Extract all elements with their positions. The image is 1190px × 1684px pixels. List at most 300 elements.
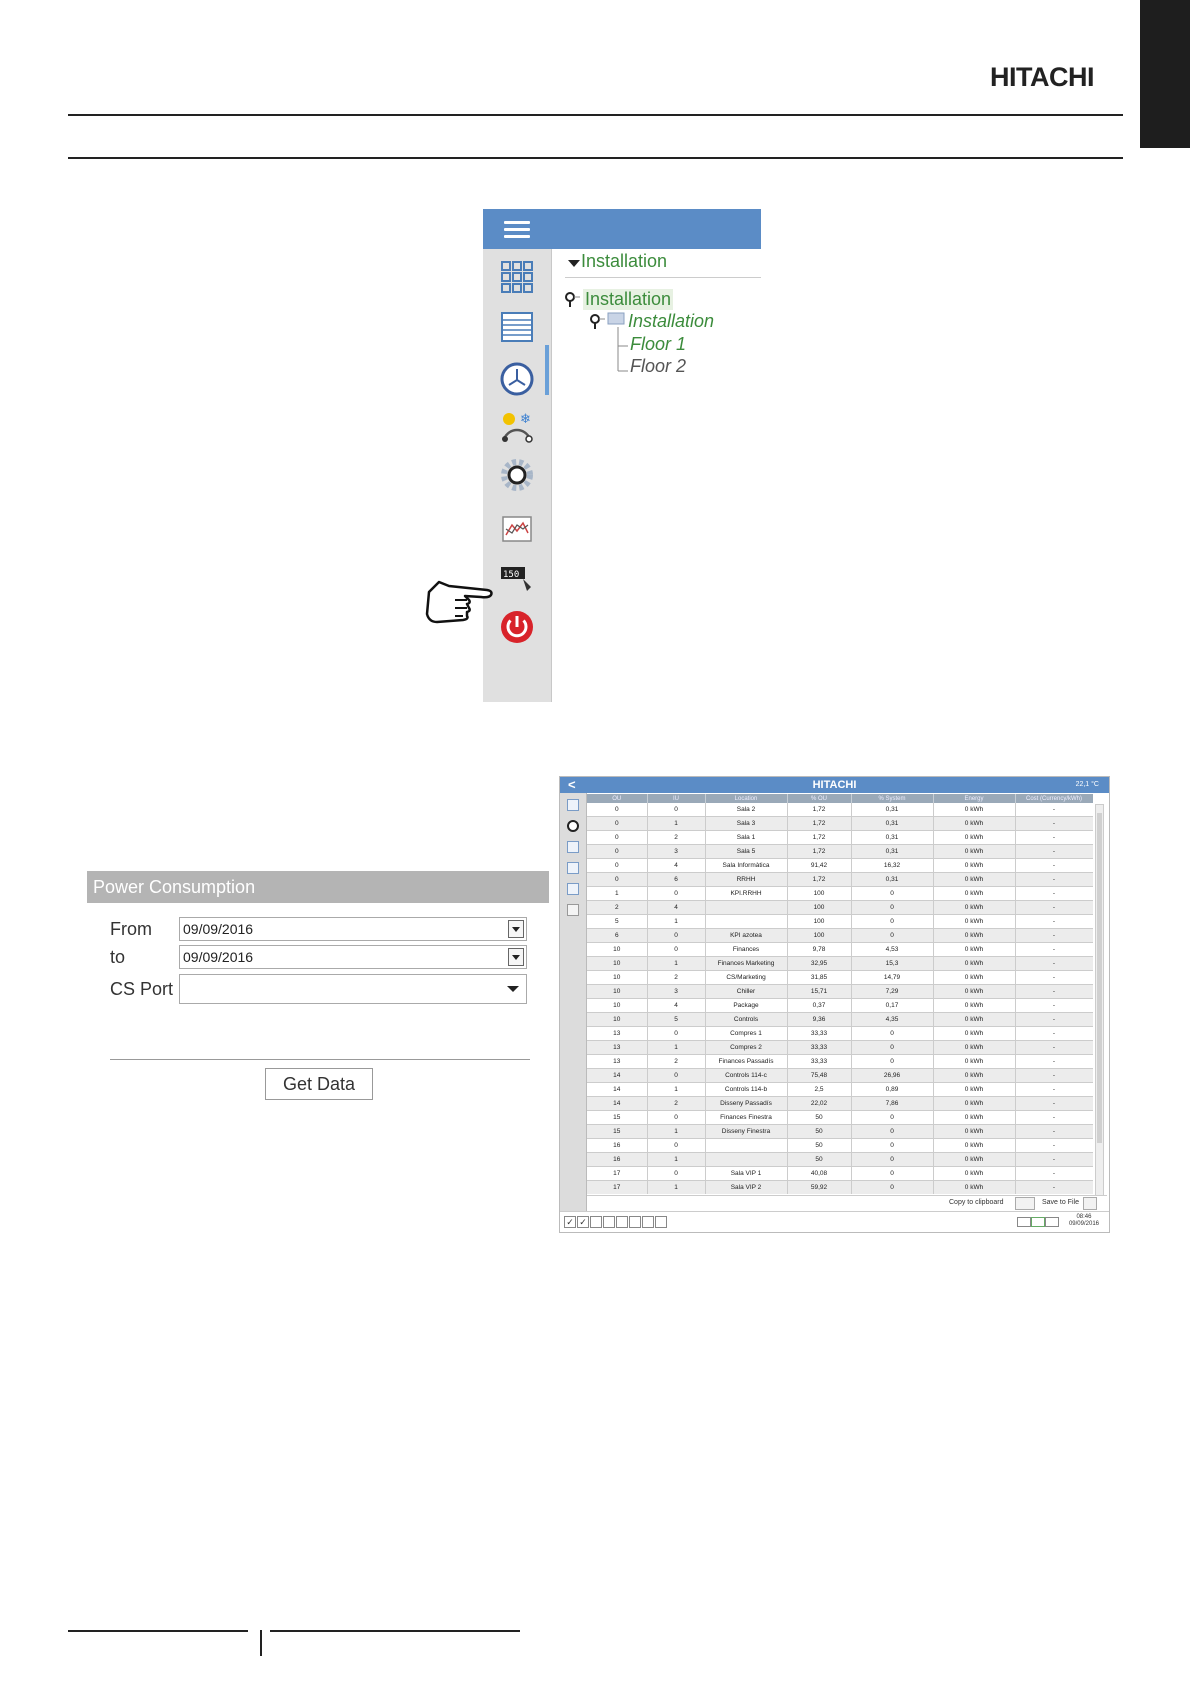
table-cell: 1,72 bbox=[787, 831, 851, 845]
table-cell: - bbox=[1015, 845, 1093, 859]
table-cell: - bbox=[1015, 943, 1093, 957]
table-cell: 0 bbox=[647, 803, 705, 817]
table-cell: 0 bbox=[587, 859, 647, 873]
table-cell: 9,78 bbox=[787, 943, 851, 957]
get-data-button[interactable]: Get Data bbox=[265, 1068, 373, 1100]
table-row[interactable] bbox=[587, 873, 1093, 887]
network-icon[interactable] bbox=[1031, 1217, 1045, 1227]
table-cell: 10 bbox=[587, 957, 647, 971]
table-cell: KPI azotea bbox=[705, 929, 787, 943]
table-cell: 0 kWh bbox=[933, 859, 1015, 873]
copy-to-clipboard-label[interactable]: Copy to clipboard bbox=[949, 1199, 1004, 1206]
table-cell: - bbox=[1015, 985, 1093, 999]
table-cell: 0 kWh bbox=[933, 957, 1015, 971]
table-cell: 26,96 bbox=[851, 1069, 933, 1083]
table-cell: 0 bbox=[647, 1027, 705, 1041]
table-cell: Package bbox=[705, 999, 787, 1013]
table-info-icon[interactable] bbox=[567, 883, 579, 895]
column-header[interactable]: OU bbox=[587, 794, 647, 803]
table-cell: 0 kWh bbox=[933, 1055, 1015, 1069]
table-cell: 14,79 bbox=[851, 971, 933, 985]
table-cell: 4,35 bbox=[851, 1013, 933, 1027]
status-checkbox[interactable] bbox=[616, 1216, 628, 1228]
data-grid bbox=[587, 794, 1093, 1194]
table-row[interactable] bbox=[587, 1041, 1093, 1055]
clock-icon[interactable] bbox=[499, 361, 535, 397]
table-row[interactable] bbox=[587, 1055, 1093, 1069]
table-cell: 5 bbox=[587, 915, 647, 929]
table-row[interactable] bbox=[587, 943, 1093, 957]
table-cell: - bbox=[1015, 817, 1093, 831]
table-cell: Sala 3 bbox=[705, 817, 787, 831]
table-cell bbox=[705, 1139, 787, 1153]
back-button[interactable]: < bbox=[568, 777, 576, 792]
from-dropdown-icon[interactable] bbox=[508, 920, 524, 938]
table-cell: Compres 2 bbox=[705, 1041, 787, 1055]
table-cell: 15,71 bbox=[787, 985, 851, 999]
table-cell: 0 bbox=[851, 1111, 933, 1125]
column-header[interactable]: Location bbox=[705, 794, 787, 803]
table-cell: 0 bbox=[851, 1027, 933, 1041]
power-consumption-form bbox=[87, 871, 549, 1101]
status-clock bbox=[1069, 1214, 1099, 1228]
column-header[interactable]: % OU bbox=[787, 794, 851, 803]
table-row[interactable] bbox=[587, 1153, 1093, 1167]
clipboard-icon[interactable] bbox=[1015, 1197, 1035, 1210]
hamburger-icon[interactable] bbox=[504, 221, 530, 239]
table-cell: - bbox=[1015, 1139, 1093, 1153]
floppy-icon[interactable] bbox=[1083, 1197, 1097, 1210]
table-row[interactable] bbox=[587, 1083, 1093, 1097]
table-cell: 0,31 bbox=[851, 817, 933, 831]
chart-icon[interactable] bbox=[499, 511, 535, 547]
table-cell: 2 bbox=[647, 831, 705, 845]
table-cell: 0 kWh bbox=[933, 999, 1015, 1013]
table-cell: 0 kWh bbox=[933, 1111, 1015, 1125]
table-cell: 1 bbox=[647, 1125, 705, 1139]
table-row[interactable] bbox=[587, 971, 1093, 985]
table-cell: 14 bbox=[587, 1083, 647, 1097]
table-cell: 0 kWh bbox=[933, 985, 1015, 999]
to-dropdown-icon[interactable] bbox=[508, 948, 524, 966]
scrollbar-thumb[interactable] bbox=[1097, 813, 1102, 1143]
save-to-file-label[interactable]: Save to File bbox=[1042, 1199, 1079, 1206]
table-top-bar bbox=[560, 777, 1109, 793]
table-cell: Disseny Passadís bbox=[705, 1097, 787, 1111]
table-cell: 10 bbox=[587, 999, 647, 1013]
table-cell: Controls 114-b bbox=[705, 1083, 787, 1097]
table-cell: Controls bbox=[705, 1013, 787, 1027]
status-checkbox[interactable]: ✓ bbox=[564, 1216, 576, 1228]
status-checkbox[interactable]: ✓ bbox=[577, 1216, 589, 1228]
table-cell: - bbox=[1015, 1013, 1093, 1027]
table-cell: 17 bbox=[587, 1181, 647, 1195]
table-row[interactable] bbox=[587, 803, 1093, 817]
table-cell: 0 bbox=[851, 901, 933, 915]
footer-rule-left bbox=[68, 1630, 248, 1632]
tree-node-floor-1[interactable]: Floor 1 bbox=[630, 334, 687, 354]
table-cell: Sala 1 bbox=[705, 831, 787, 845]
table-cell: 50 bbox=[787, 1111, 851, 1125]
table-cell: 40,08 bbox=[787, 1167, 851, 1181]
table-cell: 0,89 bbox=[851, 1083, 933, 1097]
table-cell: 0,31 bbox=[851, 803, 933, 817]
table-row[interactable] bbox=[587, 859, 1093, 873]
calendar-icon[interactable] bbox=[567, 862, 579, 874]
screen-icon[interactable] bbox=[1045, 1217, 1059, 1227]
to-date-field[interactable] bbox=[179, 945, 527, 969]
table-cell: Sala VIP 2 bbox=[705, 1181, 787, 1195]
table-cell: 91,42 bbox=[787, 859, 851, 873]
table-cell: 75,48 bbox=[787, 1069, 851, 1083]
table-cell: 0 bbox=[647, 1167, 705, 1181]
table-row[interactable] bbox=[587, 845, 1093, 859]
table-cell: 7,86 bbox=[851, 1097, 933, 1111]
power-icon[interactable] bbox=[499, 609, 535, 645]
table-cell: 7,29 bbox=[851, 985, 933, 999]
menu-sidebar bbox=[483, 249, 552, 702]
table-row[interactable] bbox=[587, 1069, 1093, 1083]
table-cell: 2,5 bbox=[787, 1083, 851, 1097]
svg-text:150: 150 bbox=[503, 570, 520, 580]
table-cell: 3 bbox=[647, 985, 705, 999]
table-cell: - bbox=[1015, 1027, 1093, 1041]
header-rule-bottom bbox=[68, 157, 1123, 159]
table-app-title: HITACHI bbox=[812, 779, 857, 791]
table-cell: 0 kWh bbox=[933, 831, 1015, 845]
table-cell: 2 bbox=[587, 901, 647, 915]
table-cell: 17 bbox=[587, 1167, 647, 1181]
table-cell: 1 bbox=[587, 887, 647, 901]
table-cell: 14 bbox=[587, 1069, 647, 1083]
table-cell: 1,72 bbox=[787, 817, 851, 831]
status-checkbox[interactable] bbox=[590, 1216, 602, 1228]
table-cell: 0 kWh bbox=[933, 943, 1015, 957]
table-cell: 0 kWh bbox=[933, 803, 1015, 817]
from-date-field[interactable] bbox=[179, 917, 527, 941]
table-cell: Sala 5 bbox=[705, 845, 787, 859]
table-row[interactable] bbox=[587, 1167, 1093, 1181]
table-cell: 0 kWh bbox=[933, 901, 1015, 915]
table-cell: 0,37 bbox=[787, 999, 851, 1013]
table-cell: 0 kWh bbox=[933, 817, 1015, 831]
table-cell: - bbox=[1015, 859, 1093, 873]
section-tab bbox=[1140, 0, 1190, 148]
table-cell: 13 bbox=[587, 1055, 647, 1069]
table-cell: 0 kWh bbox=[933, 1027, 1015, 1041]
table-cell: 100 bbox=[787, 929, 851, 943]
table-cell: 15 bbox=[587, 1125, 647, 1139]
svg-text:❄: ❄ bbox=[520, 412, 531, 427]
from-label: From bbox=[110, 919, 152, 939]
table-cell bbox=[705, 1153, 787, 1167]
table-cell: - bbox=[1015, 1055, 1093, 1069]
status-checkbox[interactable] bbox=[629, 1216, 641, 1228]
table-cell: 4 bbox=[647, 859, 705, 873]
table-cell: 22,02 bbox=[787, 1097, 851, 1111]
table-cell: - bbox=[1015, 1181, 1093, 1195]
column-header[interactable]: IU bbox=[647, 794, 705, 803]
mail-icon[interactable] bbox=[1017, 1217, 1031, 1227]
table-cell: 10 bbox=[587, 943, 647, 957]
table-cell: 13 bbox=[587, 1027, 647, 1041]
status-icons bbox=[1017, 1217, 1057, 1227]
table-cell: 1 bbox=[647, 1083, 705, 1097]
table-cell: 0 kWh bbox=[933, 915, 1015, 929]
temperature-readout: 22,1 °C bbox=[1075, 781, 1099, 788]
table-cell: 13 bbox=[587, 1041, 647, 1055]
table-cell: 50 bbox=[787, 1153, 851, 1167]
table-row[interactable] bbox=[587, 1097, 1093, 1111]
from-date-value: 09/09/2016 bbox=[183, 921, 254, 937]
chart-icon[interactable] bbox=[567, 904, 579, 916]
table-cell: - bbox=[1015, 1111, 1093, 1125]
table-cell: 0 bbox=[587, 817, 647, 831]
table-row[interactable] bbox=[587, 915, 1093, 929]
table-cell: 14 bbox=[587, 1097, 647, 1111]
table-cell: - bbox=[1015, 1125, 1093, 1139]
status-checkbox[interactable] bbox=[603, 1216, 615, 1228]
table-cell: 100 bbox=[787, 901, 851, 915]
table-cell: 0,17 bbox=[851, 999, 933, 1013]
table-cell: 5 bbox=[647, 1013, 705, 1027]
status-bar bbox=[560, 1211, 1109, 1232]
table-row[interactable] bbox=[587, 1139, 1093, 1153]
table-cell: 1 bbox=[647, 1041, 705, 1055]
table-row[interactable] bbox=[587, 999, 1093, 1013]
table-cell: 0,31 bbox=[851, 845, 933, 859]
table-cell: Finances Passadís bbox=[705, 1055, 787, 1069]
table-cell: 9,36 bbox=[787, 1013, 851, 1027]
table-cell: 0 kWh bbox=[933, 1125, 1015, 1139]
table-header-row bbox=[587, 794, 1093, 803]
table-cell: 100 bbox=[787, 887, 851, 901]
table-cell: RRHH bbox=[705, 873, 787, 887]
table-cell: Disseny Finestra bbox=[705, 1125, 787, 1139]
table-cell: 0 kWh bbox=[933, 1069, 1015, 1083]
table-cell: 15,3 bbox=[851, 957, 933, 971]
table-cell: 6 bbox=[647, 873, 705, 887]
table-row[interactable] bbox=[587, 887, 1093, 901]
table-cell: 2 bbox=[647, 1097, 705, 1111]
table-cell: 50 bbox=[787, 1125, 851, 1139]
table-cell: 0 kWh bbox=[933, 1181, 1015, 1195]
table-cell: Compres 1 bbox=[705, 1027, 787, 1041]
table-row[interactable] bbox=[587, 831, 1093, 845]
table-cell: 0 bbox=[587, 873, 647, 887]
table-cell: 1 bbox=[647, 1153, 705, 1167]
table-cell: 4,53 bbox=[851, 943, 933, 957]
table-row[interactable] bbox=[587, 1181, 1093, 1195]
table-cell: 0 kWh bbox=[933, 1041, 1015, 1055]
weather-icon[interactable] bbox=[499, 409, 535, 445]
table-row[interactable] bbox=[587, 929, 1093, 943]
table-cell: 0 kWh bbox=[933, 873, 1015, 887]
table-cell: 0 bbox=[851, 915, 933, 929]
table-cell: Finances Marketing bbox=[705, 957, 787, 971]
table-cell: 0 bbox=[587, 803, 647, 817]
table-sidebar bbox=[560, 793, 587, 1211]
table-cell bbox=[705, 901, 787, 915]
footer-rule-right bbox=[270, 1630, 520, 1632]
table-row[interactable] bbox=[587, 1111, 1093, 1125]
table-cell: - bbox=[1015, 999, 1093, 1013]
tree-header[interactable] bbox=[565, 251, 761, 278]
table-cell: 16 bbox=[587, 1153, 647, 1167]
table-cell: 1 bbox=[647, 957, 705, 971]
table-cell: Sala 2 bbox=[705, 803, 787, 817]
table-cell: 0 bbox=[851, 1125, 933, 1139]
table-cell: 31,85 bbox=[787, 971, 851, 985]
table-cell: 0,31 bbox=[851, 831, 933, 845]
table-cell: - bbox=[1015, 929, 1093, 943]
table-cell: 0 bbox=[851, 887, 933, 901]
table-cell: 1,72 bbox=[787, 803, 851, 817]
table-cell: - bbox=[1015, 971, 1093, 985]
column-header[interactable]: Cost (Currency/kWh) bbox=[1015, 794, 1093, 803]
table-cell: - bbox=[1015, 1083, 1093, 1097]
clock-time: 08:46 bbox=[1076, 1214, 1092, 1220]
table-body bbox=[587, 803, 1093, 1194]
gear-icon[interactable] bbox=[567, 820, 579, 832]
table-cell: 0 bbox=[851, 929, 933, 943]
table-cell: 3 bbox=[647, 845, 705, 859]
table-cell: 0 bbox=[851, 1041, 933, 1055]
form-divider bbox=[110, 1059, 530, 1060]
table-cell: 33,33 bbox=[787, 1027, 851, 1041]
clock-date: 09/09/2016 bbox=[1068, 1221, 1099, 1227]
chevron-down-icon[interactable] bbox=[507, 986, 519, 992]
table-cell: Controls 114-c bbox=[705, 1069, 787, 1083]
consumption-table-screenshot bbox=[559, 776, 1110, 1233]
table-cell: 59,92 bbox=[787, 1181, 851, 1195]
table-cell: 0 bbox=[851, 1055, 933, 1069]
collapse-triangle-icon[interactable] bbox=[568, 260, 580, 267]
table-cell: 0 bbox=[647, 1111, 705, 1125]
brand-logo: HITACHI bbox=[990, 62, 1094, 92]
table-cell: 0 bbox=[647, 1139, 705, 1153]
form-title-bar bbox=[87, 871, 549, 903]
table-cell: 0 kWh bbox=[933, 1153, 1015, 1167]
table-cell: 1,72 bbox=[787, 873, 851, 887]
gear-icon[interactable] bbox=[499, 457, 535, 493]
table-cell: 10 bbox=[587, 1013, 647, 1027]
table-cell: Finances bbox=[705, 943, 787, 957]
tree-node-root[interactable]: Installation bbox=[585, 289, 672, 309]
pointing-hand-icon bbox=[425, 578, 497, 624]
table-cell: 1 bbox=[647, 817, 705, 831]
tree-header-label: Installation bbox=[581, 251, 668, 271]
table-cell: Finances Finestra bbox=[705, 1111, 787, 1125]
footer-divider bbox=[260, 1630, 262, 1656]
table-row[interactable] bbox=[587, 817, 1093, 831]
table-cell: 0 bbox=[851, 1167, 933, 1181]
table-cell bbox=[705, 915, 787, 929]
table-cell: 0 kWh bbox=[933, 929, 1015, 943]
table-cell: 2 bbox=[647, 1055, 705, 1069]
tree-node-installation[interactable]: Installation bbox=[628, 311, 715, 331]
column-header[interactable]: % System bbox=[851, 794, 933, 803]
table-cell: 0 kWh bbox=[933, 845, 1015, 859]
status-checkbox[interactable] bbox=[642, 1216, 654, 1228]
table-cell: 0 kWh bbox=[933, 887, 1015, 901]
sidebar-scroll-indicator bbox=[545, 345, 549, 395]
menu-screenshot bbox=[483, 209, 761, 702]
table-cell: 0,31 bbox=[851, 873, 933, 887]
table-cell: 0 kWh bbox=[933, 1013, 1015, 1027]
table-cell: Sala Informàtica bbox=[705, 859, 787, 873]
table-cell: 50 bbox=[787, 1139, 851, 1153]
table-cell: - bbox=[1015, 957, 1093, 971]
table-cell: 15 bbox=[587, 1111, 647, 1125]
tree-node-floor-2[interactable]: Floor 2 bbox=[630, 356, 687, 376]
table-cell: - bbox=[1015, 1167, 1093, 1181]
table-row[interactable] bbox=[587, 1027, 1093, 1041]
form-title: Power Consumption bbox=[93, 877, 256, 897]
table-cell: 6 bbox=[587, 929, 647, 943]
vertical-scrollbar[interactable] bbox=[1095, 804, 1104, 1196]
table-cell: 1 bbox=[647, 1181, 705, 1195]
table-cell: 33,33 bbox=[787, 1041, 851, 1055]
table-cell: - bbox=[1015, 887, 1093, 901]
power-consumption-icon[interactable] bbox=[499, 561, 535, 597]
table-cell: 0 bbox=[647, 943, 705, 957]
table-cell: 100 bbox=[787, 915, 851, 929]
table-cell: 0 bbox=[851, 1181, 933, 1195]
table-cell: 4 bbox=[647, 901, 705, 915]
table-cell: 33,33 bbox=[787, 1055, 851, 1069]
table-footer bbox=[587, 1195, 1107, 1212]
list-icon[interactable] bbox=[499, 309, 535, 345]
table-cell: 10 bbox=[587, 985, 647, 999]
table-cell: CS/Marketing bbox=[705, 971, 787, 985]
header-rule-top bbox=[68, 114, 1123, 116]
to-date-value: 09/09/2016 bbox=[183, 949, 254, 965]
table-cell: 32,95 bbox=[787, 957, 851, 971]
table-cell: KPI.RRHH bbox=[705, 887, 787, 901]
table-cell: 1,72 bbox=[787, 845, 851, 859]
zoom-icon[interactable] bbox=[567, 799, 579, 811]
table-cell: - bbox=[1015, 1069, 1093, 1083]
table-row[interactable] bbox=[587, 901, 1093, 915]
grid-icon[interactable] bbox=[499, 259, 535, 295]
table-row[interactable] bbox=[587, 957, 1093, 971]
table-cell: 0 bbox=[587, 845, 647, 859]
table-row[interactable] bbox=[587, 985, 1093, 999]
column-header[interactable]: Energy bbox=[933, 794, 1015, 803]
table-cell: 16,32 bbox=[851, 859, 933, 873]
table-cell: 0 kWh bbox=[933, 1097, 1015, 1111]
cs-port-label: CS Port bbox=[110, 979, 174, 999]
to-label: to bbox=[110, 947, 126, 967]
table-cell: 0 bbox=[587, 831, 647, 845]
table-row[interactable] bbox=[587, 1125, 1093, 1139]
table-cell: 0 bbox=[647, 929, 705, 943]
table-cell: 0 bbox=[647, 887, 705, 901]
table-row[interactable] bbox=[587, 1013, 1093, 1027]
table-cell: 0 kWh bbox=[933, 1139, 1015, 1153]
table-cell: - bbox=[1015, 1041, 1093, 1055]
cs-port-select[interactable] bbox=[179, 974, 527, 1004]
table-cell: 0 bbox=[851, 1139, 933, 1153]
status-checkbox[interactable] bbox=[655, 1216, 667, 1228]
menu-top-bar bbox=[483, 209, 761, 249]
table-cell: - bbox=[1015, 873, 1093, 887]
table-cell: 10 bbox=[587, 971, 647, 985]
table-cell: Chiller bbox=[705, 985, 787, 999]
info-icon[interactable] bbox=[567, 841, 579, 853]
table-cell: - bbox=[1015, 831, 1093, 845]
